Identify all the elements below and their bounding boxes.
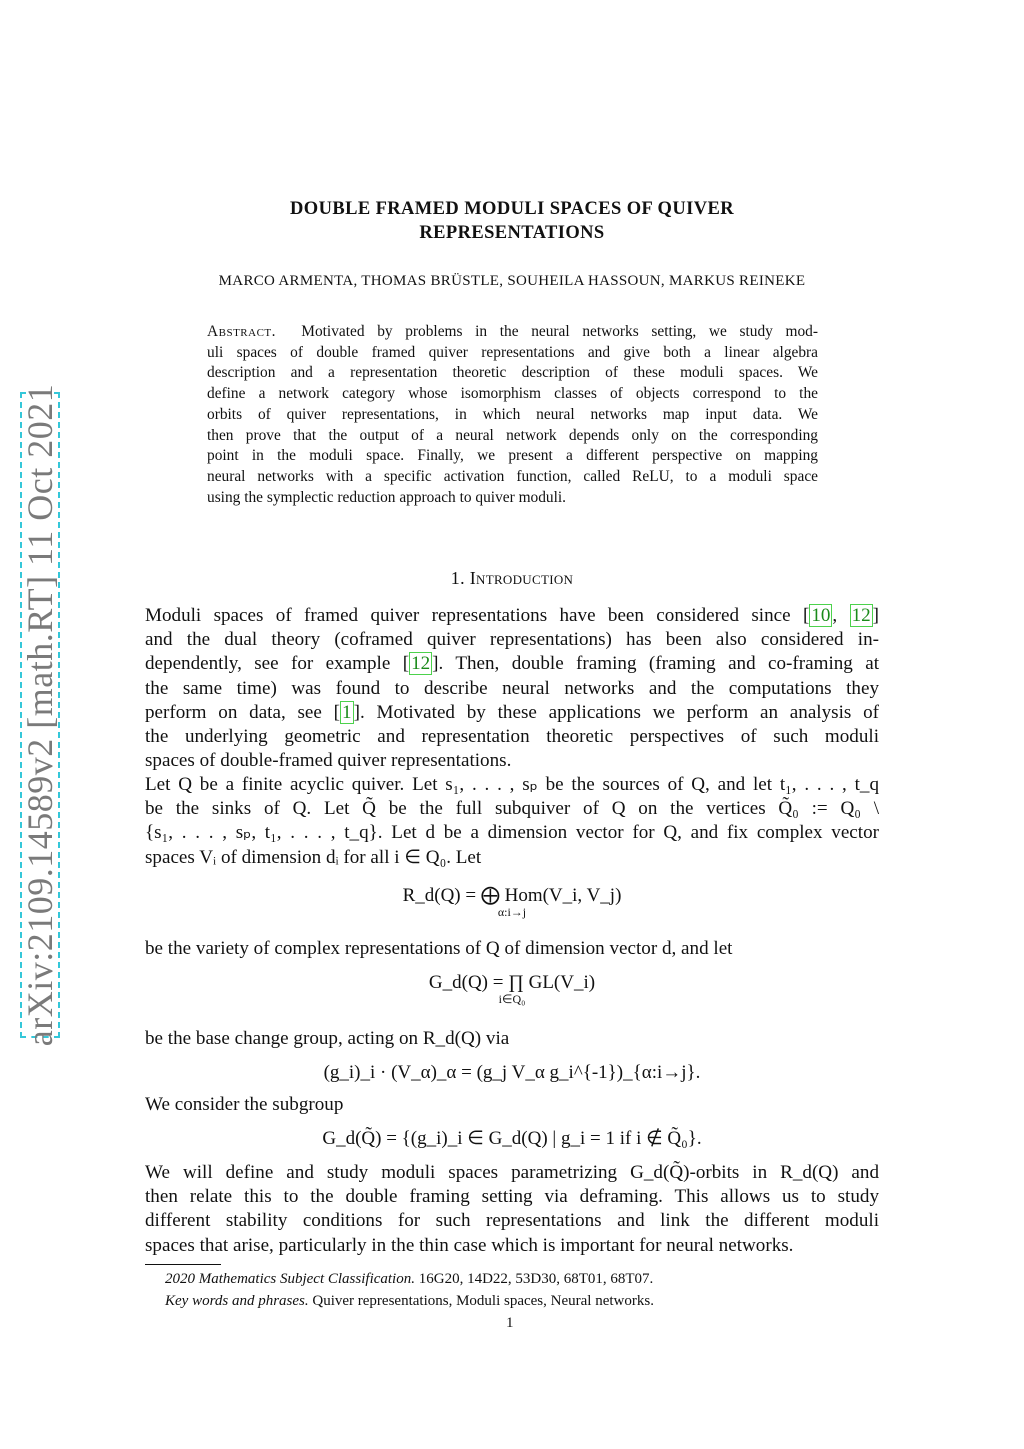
title-line-2: REPRESENTATIONS	[419, 223, 605, 243]
arxiv-id: arXiv:2109.14589v2 [math.RT] 11 Oct 2021	[20, 383, 60, 1047]
msc-label: 2020 Mathematics Subject Classification.	[165, 1271, 415, 1287]
intro-paragraph-2	[145, 773, 879, 870]
abstract-line-4: define a network category whose isomorphism classes of objects correspond to the	[207, 385, 818, 403]
abstract-line-5: orbits of quiver representations, in which neural networks map input data. We	[207, 405, 818, 423]
p2-line-1: Let Q be a finite acyclic quiver. Let s₁, . . . , sₚ be the sources of Q, and let t₁, . . . , t_q	[145, 774, 879, 795]
equation-subgroup: G_d(Q̃) = {(g_i)_i ∈ G_d(Q) | g_i = 1 if i ∉ Q̃₀}.	[322, 1128, 702, 1149]
abstract-line-9: using the symplectic reduction approach to quiver moduli.	[207, 488, 567, 506]
p2-line-4: spaces Vᵢ of dimension dᵢ for all i ∈ Q₀. Let	[145, 846, 482, 868]
author-list: MARCO ARMENTA, THOMAS BRÜSTLE, SOUHEILA HASSOUN, MARKUS REINEKE	[218, 273, 806, 289]
closing-line-3: different stability conditions for such representations and link the different moduli	[145, 1210, 879, 1232]
equation-2-body: G_d(Q) = ∏ GL(V_i)	[428, 972, 596, 993]
footnote-keywords	[165, 1293, 654, 1310]
text-after-eq3	[145, 1093, 879, 1117]
arxiv-stamp	[14, 383, 68, 1047]
abstract-text-1: Motivated by problems in the neural networks setting, we study mod-	[301, 323, 818, 340]
text-after-eq2-line: be the base change group, acting on R_d(Q) via	[145, 1028, 510, 1049]
abstract-line-8: neural networks with a specific activation function, called ReLU, to a moduli space	[207, 467, 818, 485]
intro-line-3: dependently, see for example [ 12 ]. Then, double framing (framing and co-framing at	[145, 653, 879, 675]
intro-paragraph-1	[145, 604, 879, 773]
p2-line-2: be the sinks of Q. Let Q̃ be the full subquiver of Q on the vertices Q̃₀ := Q₀ \	[145, 798, 879, 820]
intro-line-2: and the dual theory (coframed quiver representations) has been also considered in-	[145, 629, 879, 651]
text-after-eq3-line: We consider the subgroup	[145, 1094, 344, 1115]
intro-text: perform on data, see	[145, 701, 334, 723]
section-number: 1.	[450, 568, 465, 588]
text-after-eq1	[145, 937, 879, 961]
closing-paragraph	[145, 1161, 879, 1258]
keywords-value: Quiver representations, Moduli spaces, Neural networks.	[312, 1293, 654, 1309]
citation-1[interactable]: 1	[342, 701, 352, 723]
intro-text: Moduli spaces of framed quiver representations have been considered since	[145, 605, 803, 626]
equation-1-body: R_d(Q) = ⨁ Hom(V_i, V_j)	[402, 885, 622, 906]
equation-representation-space	[140, 884, 884, 920]
intro-line-5: perform on data, see [ 1 ]. Motivated by these applications we perform an analysis of	[145, 701, 879, 723]
paper-title	[140, 197, 884, 245]
p2-line-3: {s₁, . . . , sₚ, t₁, . . . , t_q}. Let d be a dimension vector for Q, and fix complex vector	[145, 822, 879, 844]
intro-line-7: spaces of double-framed quiver representations.	[145, 750, 512, 772]
intro-text: dependently, see for example	[145, 653, 403, 675]
footnote-rule	[145, 1264, 221, 1265]
closing-line-1: We will define and study moduli spaces parametrizing G_d(Q̃)-orbits in R_d(Q) and	[145, 1162, 879, 1183]
intro-line-6: the underlying geometric and representation theoretic perspectives of such moduli	[145, 726, 879, 748]
equation-base-change-group	[140, 972, 884, 1007]
closing-line-4: spaces that arise, particularly in the thin case which is important for neural networks.	[145, 1234, 794, 1256]
text-after-eq1-line: be the variety of complex representations of Q of dimension vector d, and let	[145, 938, 733, 959]
page-number: 1	[506, 1315, 514, 1331]
abstract-line-3: description and a representation theoretic description of these moduli spaces. We	[207, 364, 818, 382]
title-line-1: DOUBLE FRAMED MODULI SPACES OF QUIVER	[290, 199, 734, 219]
citation-12[interactable]: 12	[851, 605, 871, 626]
intro-line-4: the same time) was found to describe neural networks and the computations they	[145, 677, 879, 699]
equation-1-subscript: α:i→j	[497, 905, 527, 919]
abstract-line-7: point in the moduli space. Finally, we present a different perspective on mapping	[207, 447, 818, 465]
citation-12b[interactable]: 12	[411, 653, 431, 675]
abstract-line-1	[207, 322, 818, 343]
intro-text: . Then, double framing (framing and co-framing at	[438, 653, 879, 675]
keywords-label: Key words and phrases.	[165, 1293, 309, 1309]
section-title: Introduction	[469, 568, 574, 588]
abstract-label: Abstract.	[207, 323, 276, 340]
section-heading	[140, 568, 884, 589]
citation-10[interactable]: 10	[811, 605, 831, 626]
abstract-line-6: then prove that the output of a neural network depends only on the corresponding	[207, 426, 818, 444]
abstract-line-2: uli spaces of double framed quiver representations and give both a linear algebra	[207, 343, 818, 361]
equation-2-subscript: i∈Q₀	[498, 992, 526, 1006]
text-after-eq2	[145, 1027, 879, 1051]
intro-line-1: Moduli spaces of framed quiver representations have been considered since [ 10 , 12 ]	[145, 605, 880, 626]
abstract	[207, 322, 818, 508]
footnote-msc	[165, 1271, 653, 1288]
citation-separator: ,	[832, 605, 850, 626]
msc-value: 16G20, 14D22, 53D30, 68T01, 68T07.	[418, 1271, 654, 1287]
intro-text: . Motivated by these applications we perform an analysis of	[359, 701, 879, 723]
closing-line-2: then relate this to the double framing setting via deframing. This allows us to study	[145, 1186, 879, 1208]
equation-action: (g_i)_i · (V_α)_α = (g_j V_α g_i^{-1})_{α:i→j}.	[323, 1062, 701, 1083]
